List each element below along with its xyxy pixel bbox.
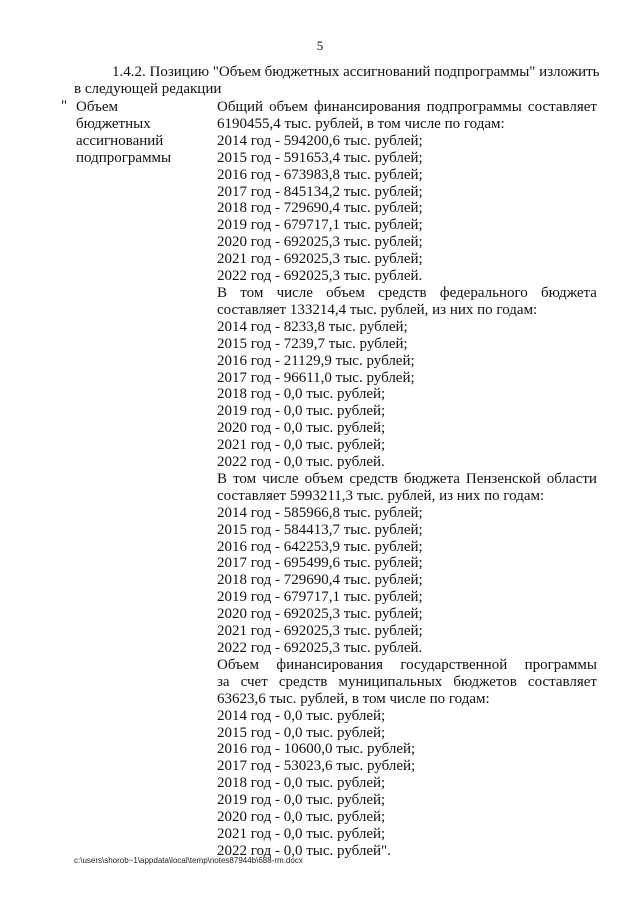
year-amount-line: 2016 год - 673983,8 тыс. рублей; xyxy=(217,166,423,183)
page-number: 5 xyxy=(316,38,324,53)
year-amount-line: 2021 год - 0,0 тыс. рублей; xyxy=(217,437,386,454)
year-amount-line: 2014 год - 585966,8 тыс. рублей; xyxy=(217,504,423,521)
year-amount-line: 2022 год - 0,0 тыс. рублей. xyxy=(217,454,385,471)
opening-quote: " xyxy=(61,98,68,114)
funding-block-intro-line: 63623,6 тыс. рублей, в том числе по годам: xyxy=(217,690,490,707)
year-amount-line: 2014 год - 594200,6 тыс. рублей; xyxy=(217,132,423,149)
year-amount-line: 2022 год - 692025,3 тыс. рублей. xyxy=(217,268,423,285)
file-path-footer: c:\users\shorob~1\appdata\local\temp\notes87944b\688-rm.docx xyxy=(74,856,303,865)
year-amount-line: 2018 год - 729690,4 тыс. рублей; xyxy=(217,200,423,217)
year-amount-line: 2022 год - 0,0 тыс. рублей". xyxy=(217,842,391,859)
year-amount-line: 2018 год - 0,0 тыс. рублей; xyxy=(217,386,386,403)
year-amount-line: 2021 год - 692025,3 тыс. рублей; xyxy=(217,623,423,640)
amendment-intro-line: 1.4.2. Позицию "Объем бюджетных ассигнований подпрограммы" изложить xyxy=(112,64,600,80)
year-amount-line: 2015 год - 591653,4 тыс. рублей; xyxy=(217,149,423,166)
year-amount-line: 2019 год - 679717,1 тыс. рублей; xyxy=(217,217,423,234)
position-label xyxy=(76,99,206,167)
funding-block xyxy=(217,285,597,471)
year-amount-line: 2020 год - 0,0 тыс. рублей; xyxy=(217,420,386,437)
position-label-line: бюджетных xyxy=(76,116,151,132)
year-amount-line: 2016 год - 642253,9 тыс. рублей; xyxy=(217,538,423,555)
amendment-intro-line: в следующей редакции xyxy=(74,81,222,97)
year-amount-line: 2018 год - 729690,4 тыс. рублей; xyxy=(217,572,423,589)
year-amount-line: 2019 год - 0,0 тыс. рублей; xyxy=(217,792,386,809)
year-amount-line: 2022 год - 692025,3 тыс. рублей. xyxy=(217,640,423,656)
year-amount-line: 2017 год - 96611,0 тыс. рублей; xyxy=(217,369,415,386)
funding-block-intro-line: составляет 5993211,3 тыс. рублей, из них по годам: xyxy=(217,487,545,504)
funding-block-intro-line: Общий объем финансирования подпрограммы составляет xyxy=(217,99,597,115)
year-amount-line: 2016 год - 10600,0 тыс. рублей; xyxy=(217,741,416,758)
year-amount-line: 2016 год - 21129,9 тыс. рублей; xyxy=(217,352,415,369)
funding-content xyxy=(217,99,597,860)
year-amount-line: 2014 год - 8233,8 тыс. рублей; xyxy=(217,318,408,335)
year-amount-line: 2019 год - 679717,1 тыс. рублей; xyxy=(217,589,423,606)
funding-block xyxy=(217,471,597,657)
year-amount-line: 2014 год - 0,0 тыс. рублей; xyxy=(217,707,386,724)
funding-block-intro-line: В том числе объем средств федерального бюджета xyxy=(217,284,597,301)
year-amount-line: 2020 год - 0,0 тыс. рублей; xyxy=(217,809,386,826)
year-amount-line: 2017 год - 845134,2 тыс. рублей; xyxy=(217,183,423,200)
year-amount-line: 2015 год - 584413,7 тыс. рублей; xyxy=(217,521,423,538)
funding-block-intro-line: 6190455,4 тыс. рублей, в том числе по годам: xyxy=(217,115,505,132)
funding-block xyxy=(217,657,597,860)
position-label-line: ассигнований xyxy=(76,133,164,149)
year-amount-line: 2020 год - 692025,3 тыс. рублей; xyxy=(217,234,423,251)
funding-block-intro-line: В том числе объем средств бюджета Пензенской области xyxy=(217,470,597,487)
position-label-line: подпрограммы xyxy=(76,150,172,166)
amendment-intro xyxy=(74,64,602,98)
year-amount-line: 2017 год - 695499,6 тыс. рублей; xyxy=(217,555,423,572)
funding-block-intro-line: за счет средств муниципальных бюджетов составляет xyxy=(217,673,597,690)
year-amount-line: 2018 год - 0,0 тыс. рублей; xyxy=(217,775,386,792)
funding-block xyxy=(217,99,597,285)
year-amount-line: 2021 год - 0,0 тыс. рублей; xyxy=(217,825,386,842)
year-amount-line: 2019 год - 0,0 тыс. рублей; xyxy=(217,403,386,420)
year-amount-line: 2017 год - 53023,6 тыс. рублей; xyxy=(217,758,416,775)
year-amount-line: 2015 год - 7239,7 тыс. рублей; xyxy=(217,335,408,352)
position-label-line: Объем xyxy=(76,99,118,115)
funding-block-intro-line: Объем финансирования государственной программы xyxy=(217,656,597,673)
funding-block-intro-line: составляет 133214,4 тыс. рублей, из них по годам: xyxy=(217,301,538,318)
year-amount-line: 2021 год - 692025,3 тыс. рублей; xyxy=(217,251,423,268)
year-amount-line: 2015 год - 0,0 тыс. рублей; xyxy=(217,724,386,741)
year-amount-line: 2020 год - 692025,3 тыс. рублей; xyxy=(217,606,423,623)
